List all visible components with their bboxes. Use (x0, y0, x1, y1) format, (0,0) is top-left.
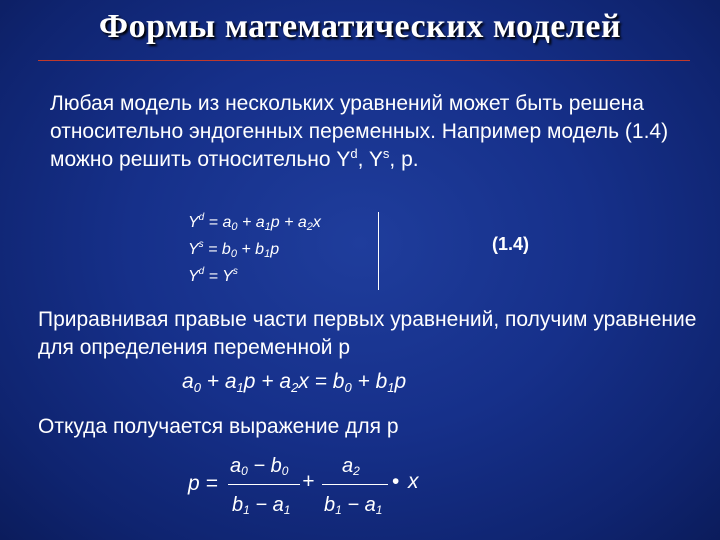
fraction2-bar (322, 484, 388, 485)
multiply-dot: • (392, 470, 400, 493)
fraction1-bar (228, 484, 300, 485)
third-paragraph: Откуда получается выражение для p (38, 415, 399, 438)
solution-lhs: p = (188, 472, 218, 495)
intro-paragraph (50, 90, 710, 174)
fraction1-numerator: $a_0 - b_0$ (230, 455, 289, 478)
system-equation-demand: $Y^d = a_0 + a_1p + a_2x$ (188, 212, 321, 233)
system-brace (368, 212, 379, 290)
equation-number: (1.4) (492, 234, 530, 254)
slide-title: Формы математических моделей (98, 8, 622, 45)
system-equation-equilibrium: $Y^d = Y^s$ (188, 266, 238, 285)
fraction2-numerator: $a_2$ (342, 455, 360, 478)
variable-x: x (408, 470, 419, 493)
system-equation-supply: $Y^s = b_0 + b_1p$ (188, 239, 280, 260)
intro-text-c: , p. (389, 148, 419, 171)
intro-text-b: , Y (357, 148, 383, 171)
intro-text-a: Любая модель из нескольких уравнений может быть решена относительно эндогенных переменных. Например модель (1.4) можно решить относительно Y (50, 92, 669, 171)
plus-sign: + (302, 470, 315, 493)
title-divider (38, 60, 690, 61)
intro-sup-s: s (382, 146, 390, 161)
intro-sup-d: d (350, 146, 358, 161)
fraction1-denominator: $b_1 - a_1$ (232, 494, 291, 517)
second-paragraph: Приравнивая правые части первых уравнений, получим уравнение для определения переменной p (38, 308, 697, 359)
fraction2-denominator: $b_1 - a_1$ (324, 494, 383, 517)
equality-equation: $a_0 + a_1p + a_2x = b_0 + b_1p$ (182, 370, 407, 395)
